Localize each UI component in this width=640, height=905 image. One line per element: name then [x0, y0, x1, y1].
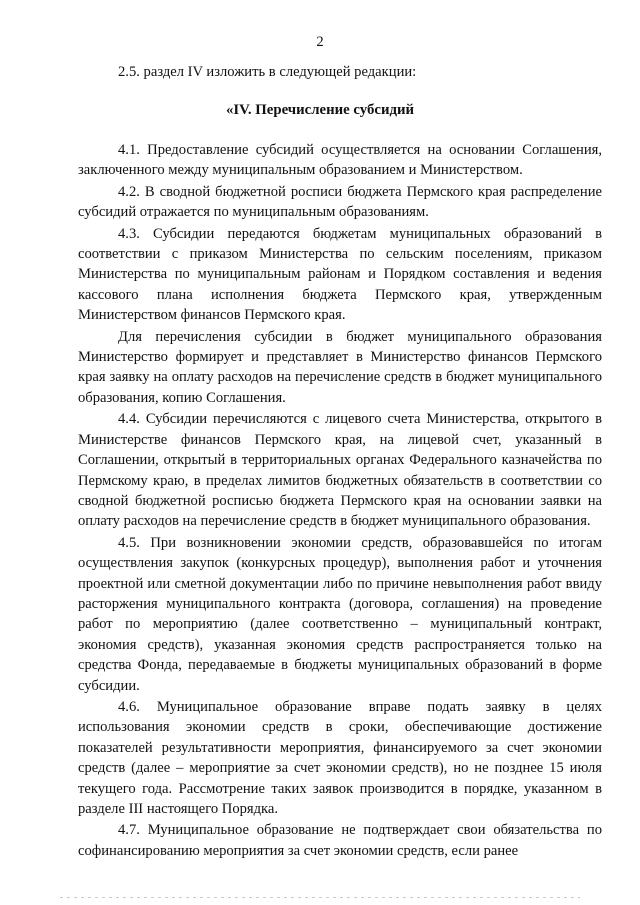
- paragraph-4-3: 4.3. Субсидии передаются бюджетам муниципальных образований в соответствии с приказом Министерства по сельским поселениям, приказом Министерства по муниципальным районам и Порядком составления и ведения кассового плана исполнения бюджета Пермского края, утвержденным Министерством финансов Пермского края.: [78, 225, 602, 324]
- paragraph-4-1: 4.1. Предоставление субсидий осуществляется на основании Соглашения, заключенного между муниципальным образованием и Министерством.: [78, 142, 602, 179]
- paragraph-4-7: 4.7. Муниципальное образование не подтверждает свои обязательства по софинансированию мероприятия за счет экономии средств, если ранее: [78, 822, 602, 859]
- page-number: 2: [316, 34, 324, 50]
- paragraph-4-6: 4.6. Муниципальное образование вправе подать заявку в целях использования экономии средств в сроки, обеспечивающие достижение показателей результативности мероприятия, финансируемого за счет экономии средств (далее – мероприятие за счет экономии средств), но не позднее 15 июля текущего года. Рассмотрение таких заявок производится в порядке, указанном в разделе III настоящего Порядка.: [78, 698, 602, 817]
- paragraph-4-5: 4.5. При возникновении экономии средств, образовавшейся по итогам осуществления закупок (конкурсных процедур), выполнения работ и уточнения проектной или сметной документации либо по причине невыполнения работ ввиду расторжения муниципального контракта (договора, соглашения) на проведение работ по мероприятию (далее соответственно – муниципальный контракт, экономия средств), указанная экономия средств распространяется только на средства Фонда, передаваемые в бюджеты муниципальных образований в форме субсидии.: [78, 534, 602, 694]
- paragraph-4-2: 4.2. В сводной бюджетной росписи бюджета Пермского края распределение субсидий отражается по муниципальным образованиям.: [78, 183, 602, 221]
- amendment-intro: 2.5. раздел IV изложить в следующей редакции:: [118, 64, 417, 80]
- paragraph-4-3-continued: Для перечисления субсидии в бюджет муниципального образования Министерство формирует и представляет в Министерство финансов Пермского края заявку на оплату расходов на перечисление средств в бюджет муниципального образования, копию Соглашения.: [78, 328, 602, 406]
- paragraph-4-4: 4.4. Субсидии перечисляются с лицевого счета Министерства, открытого в Министерстве финансов Пермского края, на лицевой счет, указанный в Соглашении, открытый в территориальных органах Федерального казначейства по Пермскому краю, в пределах лимитов бюджетных обязательств в соответствии со сводной бюджетной росписью бюджета Пермского края на основании заявки на оплату расходов на перечисление средств в бюджет муниципального образования.: [78, 411, 602, 530]
- section-heading: «IV. Перечисление субсидий: [225, 102, 415, 118]
- body-text: [78, 140, 602, 861]
- scan-bottom-edge: [60, 897, 580, 898]
